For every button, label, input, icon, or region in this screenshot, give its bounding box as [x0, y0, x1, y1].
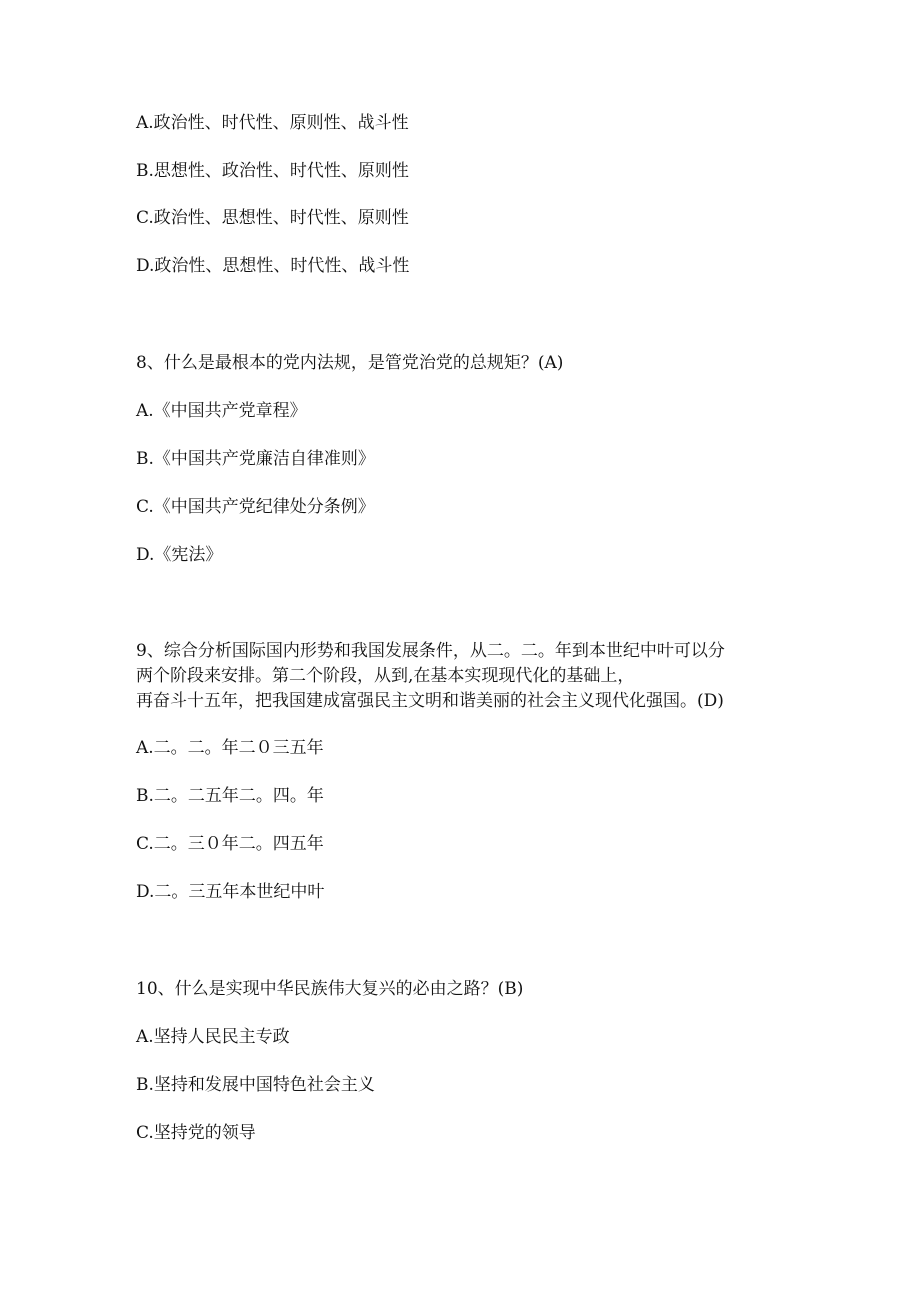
q9-option-b: B.二。二五年二。四。年	[136, 786, 324, 806]
q8-option-a: A.《中国共产党章程》	[136, 401, 307, 421]
q9-question-line-1: 9、综合分析国际国内形势和我国发展条件，从二。二。年到本世纪中叶可以分	[136, 641, 725, 661]
q9-option-a: A.二。二。年二０三五年	[136, 738, 324, 758]
q8-option-c: C.《中国共产党纪律处分条例》	[136, 497, 375, 517]
q10-option-b: B.坚持和发展中国特色社会主义	[136, 1075, 375, 1095]
q10-option-a: A.坚持人民民主专政	[136, 1027, 290, 1047]
q9-option-c: C.二。三０年二。四五年	[136, 834, 324, 854]
q8-question: 8、什么是最根本的党内法规，是管党治党的总规矩？(A)	[136, 353, 564, 373]
q10-question: 10、什么是实现中华民族伟大复兴的必由之路？(B)	[136, 979, 524, 999]
q7-option-a: A.政治性、时代性、原则性、战斗性	[136, 113, 409, 133]
q9-question-line-3: 再奋斗十五年，把我国建成富强民主文明和谐美丽的社会主义现代化强国。(D)	[136, 691, 724, 711]
q8-option-b: B.《中国共产党廉洁自律准则》	[136, 449, 375, 469]
q9-question-line-2: 两个阶段来安排。第二个阶段，从到,在基本实现现代化的基础上，	[136, 666, 635, 686]
q7-option-c: C.政治性、思想性、时代性、原则性	[136, 208, 409, 228]
q8-option-d: D.《宪法》	[136, 545, 223, 565]
q7-option-d: D.政治性、思想性、时代性、战斗性	[136, 256, 410, 276]
q7-option-b: B.思想性、政治性、时代性、原则性	[136, 161, 409, 181]
q9-option-d: D.二。三五年本世纪中叶	[136, 882, 325, 902]
q10-option-c: C.坚持党的领导	[136, 1123, 256, 1143]
